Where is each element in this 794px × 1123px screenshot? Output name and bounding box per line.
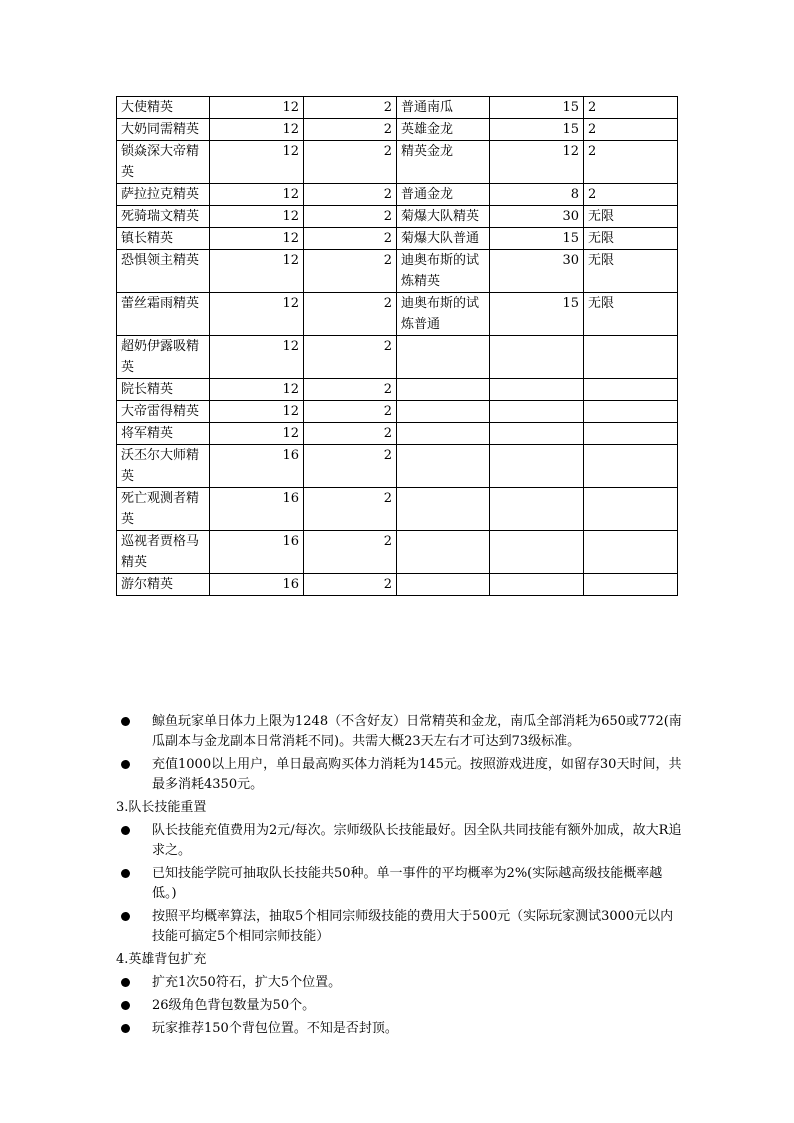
table-cell: 12 (210, 379, 304, 401)
table-cell: 12 (210, 206, 304, 228)
bullet-text: 26级角色背包数量为50个。 (152, 998, 316, 1013)
bullet-item (116, 1019, 686, 1039)
table-cell: 蕾丝霜雨精英 (117, 293, 210, 336)
table-cell: 16 (210, 531, 304, 574)
bullet-item (116, 755, 686, 795)
table-cell (490, 488, 584, 531)
table-cell: 无限 (584, 250, 678, 293)
bullet-item (116, 821, 686, 861)
table-cell: 无限 (584, 206, 678, 228)
table-cell (584, 423, 678, 445)
table-cell (584, 336, 678, 379)
table-row (117, 250, 678, 293)
bullet-dot-icon (121, 912, 130, 921)
table-cell: 2 (304, 401, 397, 423)
table-cell (397, 379, 490, 401)
table-cell: 沃丕尔大师精英 (117, 445, 210, 488)
table-cell (397, 531, 490, 574)
table-cell: 巡视者贾格马精英 (117, 531, 210, 574)
table-cell: 16 (210, 574, 304, 596)
table-cell: 2 (304, 531, 397, 574)
table-row (117, 423, 678, 445)
table-row (117, 401, 678, 423)
bullet-text: 玩家推荐150个背包位置。不知是否封顶。 (152, 1021, 398, 1036)
table-row (117, 445, 678, 488)
table-cell: 精英金龙 (397, 141, 490, 184)
bullet-dot-icon (121, 978, 130, 987)
table-cell: 12 (210, 97, 304, 119)
table-cell: 12 (210, 228, 304, 250)
bullet-item (116, 907, 686, 947)
table-cell: 2 (304, 423, 397, 445)
table-row (117, 574, 678, 596)
bullet-dot-icon (121, 869, 130, 878)
table-cell: 院长精英 (117, 379, 210, 401)
table-row (117, 119, 678, 141)
table-cell: 无限 (584, 228, 678, 250)
table-cell (490, 423, 584, 445)
table-cell: 菊爆大队普通 (397, 228, 490, 250)
table-cell: 15 (490, 293, 584, 336)
table-cell (490, 445, 584, 488)
table-cell (490, 531, 584, 574)
table-cell: 2 (304, 97, 397, 119)
table-cell: 大帝雷得精英 (117, 401, 210, 423)
table-cell: 12 (210, 184, 304, 206)
table-cell: 12 (210, 293, 304, 336)
table-body (117, 97, 678, 596)
bullet-text: 充值1000以上用户，单日最高购买体力消耗为145元。按照游戏进度，如留存30天时间，共最多消耗4350元。 (152, 757, 682, 792)
table-cell: 16 (210, 488, 304, 531)
bullet-dot-icon (121, 760, 130, 769)
bullet-text: 队长技能充值费用为2元/每次。宗师级队长技能最好。因全队共同技能有额外加成，故大R追求之。 (152, 823, 682, 858)
table-cell: 15 (490, 119, 584, 141)
table-cell: 英雄金龙 (397, 119, 490, 141)
table-cell: 2 (304, 119, 397, 141)
bullet-text: 扩充1次50符石，扩大5个位置。 (152, 975, 342, 990)
table-cell: 2 (304, 445, 397, 488)
bullet-text: 鲸鱼玩家单日体力上限为1248（不含好友）日常精英和金龙，南瓜全部消耗为650或772(南瓜副本与金龙副本日常消耗不同)。共需大概23天左右才可达到73级标准。 (152, 714, 682, 749)
table-cell: 普通金龙 (397, 184, 490, 206)
table-cell: 2 (304, 488, 397, 531)
table-cell: 镇长精英 (117, 228, 210, 250)
table-cell: 恐惧领主精英 (117, 250, 210, 293)
table-cell: 2 (584, 97, 678, 119)
table-cell: 迪奥布斯的试炼精英 (397, 250, 490, 293)
table-cell: 2 (304, 184, 397, 206)
table-cell: 2 (304, 293, 397, 336)
table-cell (584, 401, 678, 423)
bullet-item (116, 973, 686, 993)
bullet-item (116, 712, 686, 752)
table-cell: 8 (490, 184, 584, 206)
table-cell: 15 (490, 97, 584, 119)
table-row (117, 531, 678, 574)
table-cell: 普通南瓜 (397, 97, 490, 119)
table-cell: 2 (304, 379, 397, 401)
table-row (117, 184, 678, 206)
bullet-item (116, 996, 686, 1016)
table-cell (584, 531, 678, 574)
table-cell (584, 488, 678, 531)
section-heading: 4.英雄背包扩充 (116, 952, 207, 967)
table-cell: 超奶伊露吸精英 (117, 336, 210, 379)
stamina-cost-table (116, 96, 678, 596)
bullet-dot-icon (121, 826, 130, 835)
table-row (117, 228, 678, 250)
table-row (117, 488, 678, 531)
section-heading: 3.队长技能重置 (116, 800, 207, 815)
table-cell (584, 445, 678, 488)
bullet-text: 已知技能学院可抽取队长技能共50种。单一事件的平均概率为2%(实际越高级技能概率越低。) (152, 866, 663, 901)
table-cell: 大奶同需精英 (117, 119, 210, 141)
table-cell: 12 (210, 336, 304, 379)
table-cell: 游尔精英 (117, 574, 210, 596)
bullet-text: 按照平均概率算法，抽取5个相同宗师级技能的费用大于500元（实际玩家测试3000元以内技能可搞定5个相同宗师技能） (152, 909, 674, 944)
table-cell: 12 (210, 250, 304, 293)
table-cell: 大使精英 (117, 97, 210, 119)
table-cell (584, 574, 678, 596)
table-cell: 30 (490, 250, 584, 293)
table-cell: 2 (304, 228, 397, 250)
table-cell (397, 336, 490, 379)
table-cell: 无限 (584, 293, 678, 336)
table-cell: 将军精英 (117, 423, 210, 445)
notes-section (116, 712, 686, 1042)
table-cell (490, 574, 584, 596)
table-cell: 2 (304, 206, 397, 228)
table-row (117, 97, 678, 119)
table-cell (397, 488, 490, 531)
table-cell: 2 (584, 141, 678, 184)
table-cell: 2 (584, 119, 678, 141)
table-cell: 15 (490, 228, 584, 250)
table-cell (397, 401, 490, 423)
bullet-item (116, 864, 686, 904)
table-cell (584, 379, 678, 401)
table-cell: 12 (490, 141, 584, 184)
table-cell (490, 336, 584, 379)
bullet-dot-icon (121, 1001, 130, 1010)
table-cell (397, 574, 490, 596)
bullet-dot-icon (121, 717, 130, 726)
table-cell (397, 423, 490, 445)
table-cell: 30 (490, 206, 584, 228)
table-cell: 16 (210, 445, 304, 488)
table-cell: 2 (304, 574, 397, 596)
table-cell: 萨拉拉克精英 (117, 184, 210, 206)
table-cell (490, 401, 584, 423)
table-cell: 12 (210, 423, 304, 445)
table-cell: 死骑瑞文精英 (117, 206, 210, 228)
table-cell: 菊爆大队精英 (397, 206, 490, 228)
table-cell: 2 (304, 141, 397, 184)
table-cell: 12 (210, 401, 304, 423)
table-cell: 迪奥布斯的试炼普通 (397, 293, 490, 336)
table-row (117, 141, 678, 184)
table-cell: 2 (304, 250, 397, 293)
table-row (117, 293, 678, 336)
table-cell (490, 379, 584, 401)
table-cell (397, 445, 490, 488)
table-cell: 2 (304, 336, 397, 379)
table-cell: 2 (584, 184, 678, 206)
table-row (117, 379, 678, 401)
table-cell: 死亡观测者精英 (117, 488, 210, 531)
table-row (117, 206, 678, 228)
table-cell: 12 (210, 141, 304, 184)
table-row (117, 336, 678, 379)
bullet-dot-icon (121, 1024, 130, 1033)
table-cell: 锁焱深大帝精英 (117, 141, 210, 184)
table-cell: 12 (210, 119, 304, 141)
